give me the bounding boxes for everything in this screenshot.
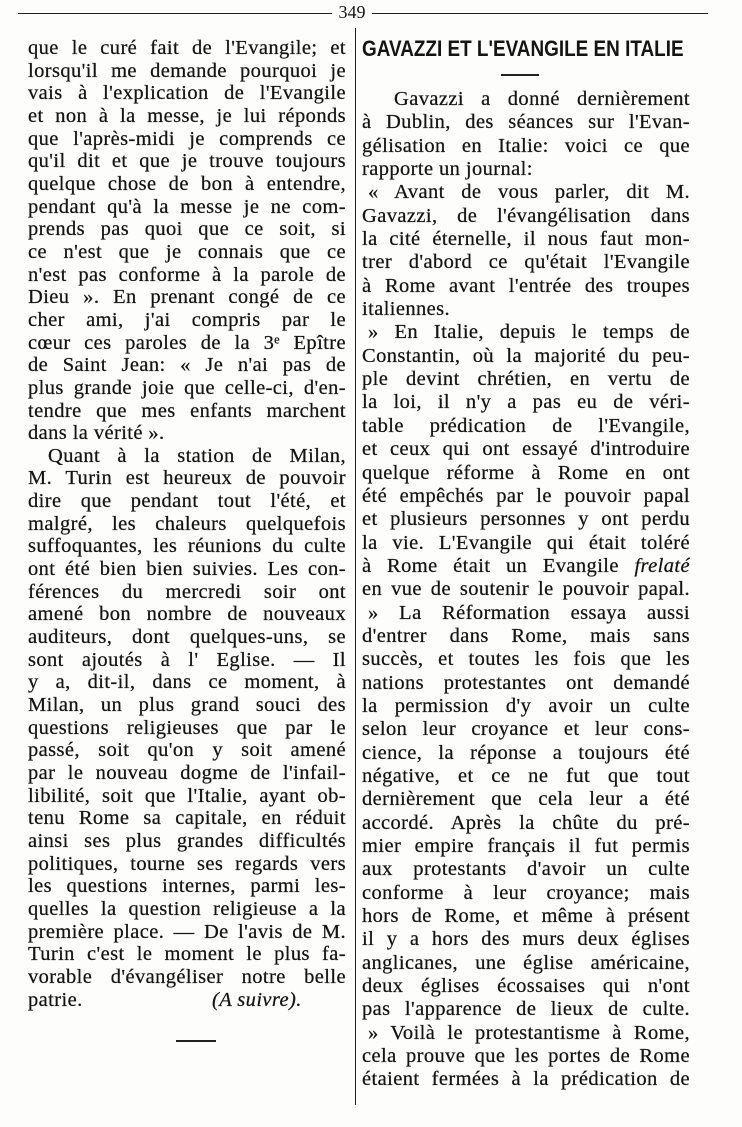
- text-line: la cité éternelle, il nous faut mon-: [362, 228, 690, 251]
- text-line: [362, 555, 690, 578]
- text-line: de Saint Jean: « Je n'ai pas de: [28, 354, 346, 377]
- text-line: « Avant de vous parler, dit M.: [368, 181, 690, 204]
- text-line: n'est pas conforme à la parole de: [28, 263, 346, 286]
- text-line: première place. — De l'avis de M.: [28, 920, 346, 943]
- text-line: que le curé fait de l'Evangile; et: [28, 37, 346, 59]
- paragraph: [362, 602, 690, 1022]
- text-line: tenu Rome sa capitale, en réduit: [28, 807, 346, 830]
- text-line: qu'il dit et que je trouve toujours: [28, 150, 346, 173]
- text-line: quelque réforme à Rome en ont: [362, 461, 690, 484]
- paragraph: [28, 37, 346, 445]
- text-line: la permission d'y avoir un culte: [362, 694, 690, 717]
- text-line: ont été bien bien suivies. Les con-: [28, 558, 346, 581]
- text-line: y a, dit-il, dans ce moment, à: [28, 671, 346, 694]
- text-line: quelque chose de bon à entendre,: [28, 172, 346, 195]
- right-column: [362, 88, 690, 1092]
- text-line: gélisation en Italie: voici ce que: [362, 134, 690, 157]
- final-line: [28, 989, 346, 1012]
- text-line: questions religieuses que par le: [28, 716, 346, 739]
- text-line: libilité, soit que l'Italie, ayant ob-: [28, 784, 346, 807]
- text-line: à Dublin, des séances sur l'Evan-: [362, 111, 690, 134]
- text-line: rapporte un journal:: [362, 158, 533, 181]
- text-line: la loi, il n'y a pas eu de véri-: [362, 391, 690, 414]
- to-be-continued-note: (A suivre).: [212, 988, 302, 1011]
- text-line: férences du mercredi soir ont: [28, 580, 346, 603]
- text-line: table prédication de l'Evangile,: [362, 414, 690, 437]
- text-line: Constantin, où la majorité du peu-: [362, 344, 690, 367]
- text-line: quelles la question religieuse a la: [28, 897, 346, 920]
- text-line: italiennes.: [362, 298, 451, 321]
- text-line: M. Turin est heureux de pouvoir: [28, 467, 346, 490]
- text-line: et ceux qui ont essayé d'introduire: [362, 438, 690, 461]
- text-line: ce n'est que je connais que ce: [28, 240, 346, 263]
- article-title: GAVAZZI ET L'EVANGILE EN ITALIE: [362, 36, 684, 61]
- end-rule: [176, 1040, 216, 1042]
- text-line: Turin c'est le moment le plus fa-: [28, 943, 346, 966]
- text-line: et plusieurs personnes y ont perdu: [362, 508, 690, 531]
- text-line: vais à l'explication de l'Evangile: [28, 82, 346, 105]
- paragraph: [362, 88, 690, 181]
- text-line: cher ami, j'ai compris par le: [28, 308, 346, 331]
- column-divider: [355, 28, 356, 1105]
- text-line: Milan, un plus grand souci des: [28, 694, 346, 717]
- paragraph: [28, 445, 346, 1011]
- text-line: vorable d'évangéliser notre belle: [28, 965, 346, 988]
- text-line: Dieu ». En prenant congé de ce: [28, 286, 346, 309]
- text-line: cœur ces paroles de la 3ᵉ Epître: [28, 331, 346, 354]
- text-line: » Voilà le protestantisme à Rome,: [368, 1021, 690, 1044]
- text-line: » La Réformation essaya aussi: [368, 601, 690, 624]
- text-line: trer d'abord ce qu'était l'Evangile: [362, 251, 690, 274]
- text-line: politiques, tourne ses regards vers: [28, 852, 346, 875]
- paragraph: [362, 181, 690, 321]
- text-line-part: à Rome était un Evangile: [362, 554, 619, 577]
- text-line: tendre que mes enfants marchent: [28, 399, 346, 422]
- text-line: lorsqu'il me demande pourquoi je: [28, 59, 346, 82]
- title-rule: [501, 74, 539, 76]
- text-line: Gavazzi a donné dernièrement: [394, 88, 690, 110]
- text-line: dernièrement que cela leur a été: [362, 788, 690, 811]
- text-line: ple devint chrétien, en vertu de: [362, 368, 690, 391]
- text-line: ainsi ses plus grandes difficultés: [28, 829, 346, 852]
- text-line: négative, et ce ne fut que tout: [362, 764, 690, 787]
- text-line: plus grande joie que celle-ci, d'en-: [28, 376, 346, 399]
- text-line: hors de Rome, et même à présent: [362, 905, 690, 928]
- text-line: anglicanes, une église américaine,: [362, 951, 690, 974]
- text-line: amené bon nombre de nouveaux: [28, 603, 346, 626]
- text-line: passé, soit qu'on y soit amené: [28, 739, 346, 762]
- text-line: étaient fermées à la prédication de: [362, 1068, 690, 1091]
- text-line: malgré, les chaleurs quelquefois: [28, 512, 346, 535]
- text-line: et non à la messe, je lui réponds: [28, 104, 346, 127]
- paragraph: [362, 321, 690, 601]
- final-line-text: patrie.: [28, 988, 83, 1011]
- text-line: suffoquantes, les réunions du culte: [28, 535, 346, 558]
- paragraph: [362, 1022, 690, 1092]
- text-line: d'entrer dans Rome, mais sans: [362, 624, 690, 647]
- text-line: mier empire français il fut permis: [362, 835, 690, 857]
- page-number: 349: [332, 1, 372, 23]
- text-line: prends pas quoi que ce soit, si: [28, 218, 346, 241]
- text-line: dans la vérité ».: [28, 422, 165, 445]
- text-line: cela prouve que les portes de Rome: [362, 1045, 690, 1068]
- text-line: cience, la réponse a toujours été: [362, 741, 690, 764]
- text-line: il y a hors des murs deux églises: [362, 928, 690, 951]
- text-line: » En Italie, depuis le temps de: [368, 321, 690, 344]
- text-line: été empêchés par le pouvoir papal: [362, 484, 690, 507]
- left-column: [28, 37, 346, 1011]
- text-line: pendant qu'à la messe je ne com-: [28, 195, 346, 218]
- text-line: selon leur croyance et leur cons-: [362, 718, 690, 741]
- text-line: accordé. Après la chûte du pré-: [362, 811, 690, 834]
- text-line: conforme à leur croyance; mais: [362, 881, 690, 904]
- text-line: dire que pendant tout l'été, et: [28, 490, 346, 513]
- text-line: que l'après-midi je comprends ce: [28, 127, 346, 150]
- text-line: Quant à la station de Milan,: [48, 444, 346, 467]
- text-line: en vue de soutenir le pouvoir papal.: [362, 578, 690, 601]
- text-line: pas l'apparence de lieux de culte.: [362, 998, 690, 1021]
- text-line: les questions internes, parmi les-: [28, 875, 346, 898]
- text-line: aux protestants d'avoir un culte: [362, 858, 690, 881]
- text-line: sont ajoutés à l' Eglise. — Il: [28, 648, 346, 671]
- text-line: auditeurs, dont quelques-uns, se: [28, 626, 346, 649]
- text-line: la vie. L'Evangile qui était toléré: [362, 531, 690, 554]
- text-line: Gavazzi, de l'évangélisation dans: [362, 204, 690, 227]
- text-line: nations protestantes ont demandé: [362, 671, 690, 694]
- text-line: deux églises écossaises qui n'ont: [362, 975, 690, 998]
- italic-word: frelaté: [634, 554, 690, 577]
- text-line: à Rome avant l'entrée des troupes: [362, 274, 690, 297]
- text-line: par le nouveau dogme de l'infail-: [28, 762, 346, 784]
- text-line: succès, et toutes les fois que les: [362, 648, 690, 671]
